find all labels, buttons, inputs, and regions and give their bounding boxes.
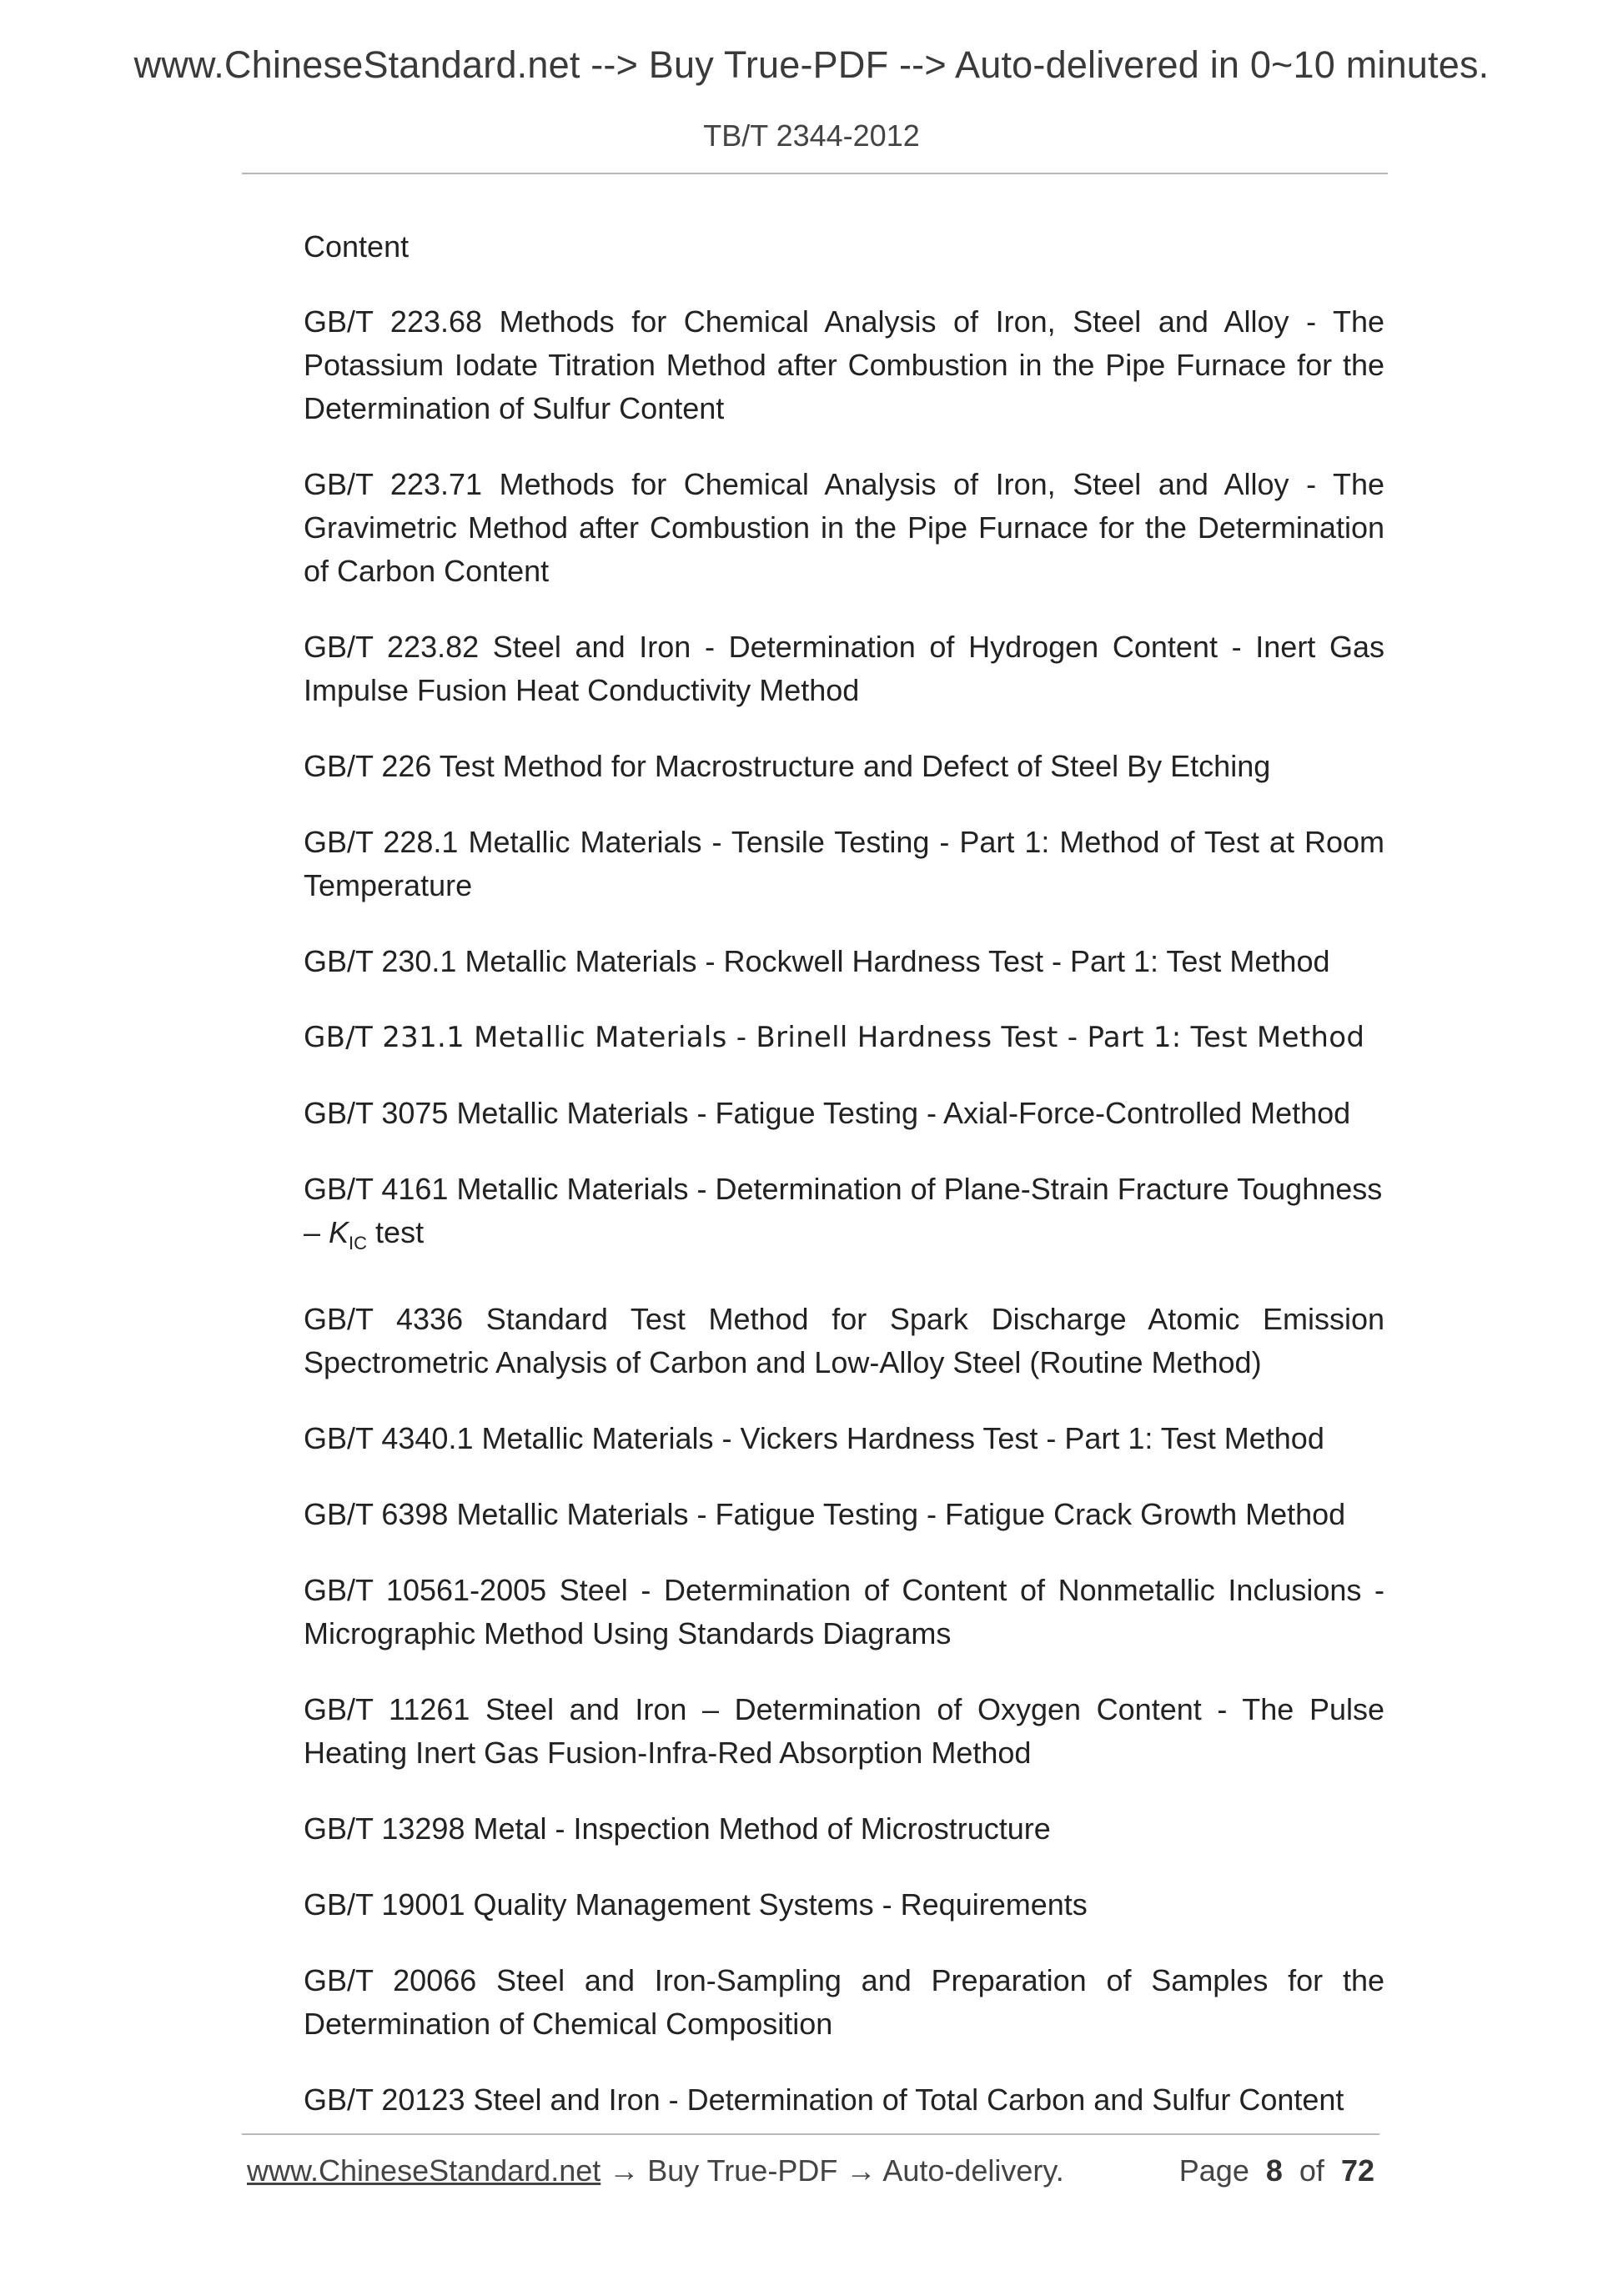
kic-prefix: – <box>304 1215 329 1249</box>
kic-subscript: IC <box>349 1233 368 1254</box>
reference-item: GB/T 226 Test Method for Macrostructure and Defect of Steel By Etching <box>304 749 1271 783</box>
reference-item: GB/T 19001 Quality Management Systems - Requirements <box>304 1887 1088 1922</box>
section-heading: Content <box>304 229 410 264</box>
kic-suffix: test <box>367 1215 425 1249</box>
reference-item: GB/T 13298 Metal - Inspection Method of Microstructure <box>304 1811 1051 1846</box>
footer-trail: → Buy True-PDF → Auto-delivery. <box>600 2153 1064 2188</box>
reference-item: GB/T 3075 Metallic Materials - Fatigue Testing - Axial-Force-Controlled Method <box>304 1096 1351 1130</box>
reference-item: GB/T 4340.1 Metallic Materials - Vickers Hardness Test - Part 1: Test Method <box>304 1421 1324 1456</box>
reference-item: GB/T 11261 Steel and Iron – Determination of Oxygen Content - The Pulse Heating Inert Gas Fusion-Infra-Red Absorption Method <box>304 1692 1384 1771</box>
reference-item: GB/T 223.82 Steel and Iron - Determination of Hydrogen Content - Inert Gas Impulse Fusion Heat Conductivity Method <box>304 630 1384 707</box>
page-number: 8 <box>1265 2153 1283 2188</box>
reference-item: GB/T 223.68 Methods for Chemical Analysis of Iron, Steel and Alloy - The Potassium Iodate Titration Method after Combustion in the Pipe Furnace for the Determination of Sulfur Content <box>304 304 1384 425</box>
reference-item: GB/T 4336 Standard Test Method for Spark Discharge Atomic Emission Spectrometric Analysis of Carbon and Low-Alloy Steel (Routine Method) <box>304 1302 1384 1380</box>
reference-text: GB/T 4161 Metallic Materials - Determination of Plane-Strain Fracture Toughness <box>304 1172 1383 1206</box>
reference-item: GB/T 231.1 Metallic Materials - Brinell Hardness Test - Part 1: Test Method <box>304 1021 1365 1054</box>
total-pages: 72 <box>1340 2153 1374 2188</box>
reference-item: GB/T 20066 Steel and Iron-Sampling and Preparation of Samples for the Determination of Chemical Composition <box>304 1963 1384 2042</box>
page-indicator <box>1179 2153 1374 2188</box>
top-banner[interactable]: www.ChineseStandard.net --> Buy True-PDF --> Auto-delivered in 0~10 minutes. <box>133 43 1490 86</box>
of-label: of <box>1299 2153 1324 2188</box>
reference-item: GB/T 230.1 Metallic Materials - Rockwell Hardness Test - Part 1: Test Method <box>304 944 1330 978</box>
document-code: TB/T 2344-2012 <box>703 118 920 153</box>
header-divider <box>242 173 1388 174</box>
page-label: Page <box>1178 2153 1249 2188</box>
footer-divider <box>242 2133 1379 2135</box>
document-body <box>304 225 1384 2154</box>
kic-symbol: $K_{IC}$ <box>329 1215 368 1254</box>
reference-item: GB/T 228.1 Metallic Materials - Tensile Testing - Part 1: Method of Test at Room Temperature <box>304 825 1384 902</box>
page-footer <box>247 2153 1374 2195</box>
reference-item: GB/T 10561-2005 Steel - Determination of Content of Nonmetallic Inclusions - Micrographic Method Using Standards Diagrams <box>304 1573 1384 1651</box>
footer-site-link[interactable]: www.ChineseStandard.net <box>247 2153 601 2188</box>
reference-item: GB/T 223.71 Methods for Chemical Analysis of Iron, Steel and Alloy - The Gravimetric Method after Combustion in the Pipe Furnace for the Determination of Carbon Content <box>304 467 1384 588</box>
reference-item: GB/T 6398 Metallic Materials - Fatigue Testing - Fatigue Crack Growth Method <box>304 1497 1346 1532</box>
footer-left <box>247 2153 1064 2188</box>
reference-item <box>304 1168 1384 1265</box>
reference-item: GB/T 20123 Steel and Iron - Determination of Total Carbon and Sulfur Content <box>304 2082 1344 2118</box>
